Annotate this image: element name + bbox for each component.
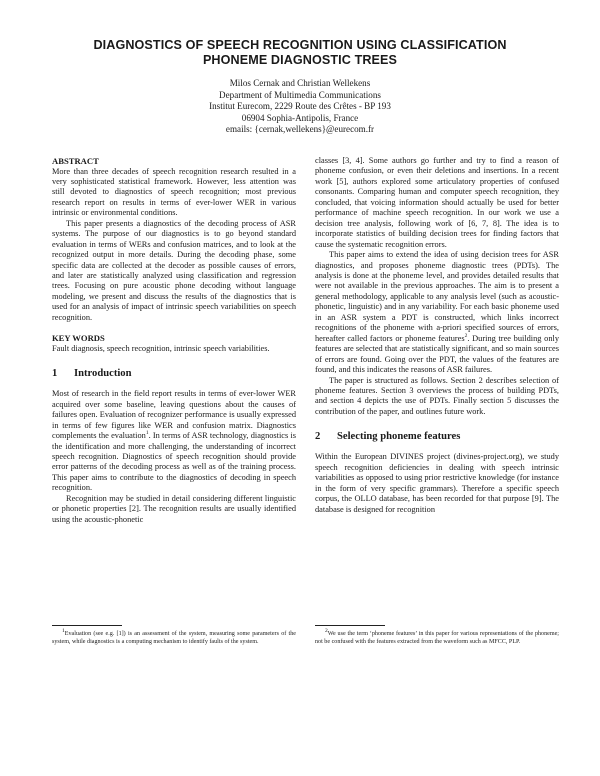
left-column xyxy=(52,156,296,525)
footnote-ref-1: 1 xyxy=(145,430,149,437)
author-city: 06904 Sophia-Antipolis, France xyxy=(241,112,359,123)
footnote-1 xyxy=(52,628,296,646)
footnote-2-mark: 2 xyxy=(325,628,328,634)
intro-paragraph-1-end: . In terms of ASR technology, diagnostics is the identification and more challenging, the understanding of incorrect speech recognition. Diagnostics of speech recognition should provide error patterns of the decoding process as well as of the training process. This paper aims to contribute to the diagnostics of decoding in speech recognition. xyxy=(52,431,297,493)
intro-paragraph-1-start: Most of research in the field report results in terms of ever-lower WER acquired over some baseline, leaving questions about the causes of failures open. Evaluation of recognizer performance is usually expressed in terms of few figures like WER and confusion matrix. Diagnostics complements the evaluation xyxy=(52,389,296,441)
author-names: Milos Cernak and Christian Wellekens xyxy=(229,78,371,88)
right-column xyxy=(315,156,559,515)
intro-paragraph-3 xyxy=(315,250,559,375)
footnote-right xyxy=(315,625,559,646)
author-emails: emails: {cernak,wellekens}@eurecom.fr xyxy=(225,124,375,135)
footnote-rule xyxy=(52,625,122,626)
footnote-1-text: Evaluation (see e.g. [1]) is an assessment of the system, measuring some parameters of the system, while diagnostics is a computing mechanism to identify faults of the system. xyxy=(52,631,296,645)
intro-paragraph-2: Recognition may be studied in detail considering different linguistic or phonetic properties [2]. The recognition results are usually identified using the acoustic-phonetic xyxy=(52,493,296,524)
keywords-text: Fault diagnosis, speech recognition, intrinsic speech variabilities. xyxy=(52,343,270,353)
section-1-heading xyxy=(52,367,296,380)
section-1-number: 1 xyxy=(52,368,58,380)
author-institute: Institut Eurecom, 2229 Route des Crêtes - BP 193 xyxy=(209,101,391,112)
section-2-paragraph-1: Within the European DIVINES project (divines-project.org), we study speech recognition deficiencies in dealing with speech intrinsic variabilities as opposed to using prior restrictive knowledge (for instance in the form of very specific grammars). Therefore a specific speech corpus, the OLLO database, has been recorded for that purpose [9]. The database is designed for recognition xyxy=(315,452,559,514)
intro-continuation: classes [3, 4]. Some authors go further and try to find a reason of phoneme confusion, or even their deletions and insertions. In a recent work [5], authors explored some articulatory properties of confused consonants. Comparing human and computer speech recognition, they concluded, that voicing information should actually be used for better performance of machine speech recognition. In our work we use a decision tree analysis, following work of [6, 7, 8]. The idea is to incorporate statistics of building decision trees for finding factors that cause the systematic recognition errors. xyxy=(315,156,559,249)
keywords-heading: KEY WORDS xyxy=(52,333,105,344)
section-1-title: Introduction xyxy=(74,368,132,380)
section-2-heading xyxy=(315,430,559,443)
abstract-heading: ABSTRACT xyxy=(52,156,99,166)
abstract-paragraph-1: More than three decades of speech recognition research resulted in a very sophisticated statistical framework. However, less attention was still devoted to diagnostics of speech recognition; most previous research report on results in terms of ever-lower WER in various intrinsic or environmental conditions. xyxy=(52,166,296,218)
footnote-left xyxy=(52,625,296,646)
intro-paragraph-3-end: . During tree building only features are selected that are statistically significant, and so main sources of errors are found. Going over the PDT, the values of the features are found, and this indicates the reasons of ASR failures. xyxy=(315,333,559,375)
footnote-rule xyxy=(315,625,385,626)
title-line-1: DIAGNOSTICS OF SPEECH RECOGNITION USING CLASSIFICATION xyxy=(93,38,507,52)
author-department: Department of Multimedia Communications xyxy=(219,89,381,100)
paper-title xyxy=(40,38,560,68)
section-2-title: Selecting phoneme features xyxy=(337,431,461,443)
footnote-2-text: We use the term ‘phoneme features’ in this paper for various representations of the phoneme; not be confused with the features extracted from the waveform such as MFCC, PLP. xyxy=(315,631,559,645)
abstract-paragraph-2: This paper presents a diagnostics of the decoding process of ASR systems. The purpose of our diagnostics is to go beyond standard evaluation in terms of WERs and confusion matrices, and to look at the recognized output in more details. During the decoding phase, some specific data are collected at the decoder as possible causes of errors, and later are statistically analyzed using classification and regression trees. Focusing on pure acoustic phone decoding without language modeling, we present and discuss the results of the diagnostics that is used for an analysis of impact of intrinsic speech variabilities on speech recognition. xyxy=(52,218,296,322)
intro-paragraph-3-start: This paper aims to extend the idea of using decision trees for ASR diagnostics, and proposes phoneme diagnostic trees (PDTs). The analysis is done at the phoneme level, and provides detailed results that were not available in the previous approaches. The aim is to present a general methodology, applicable to any analysis level (such as acoustic-phonetic, linguistic) and in any variability. For each basic phoneme used in an ASR system a PDT is constructed, which links incorrect recognitions of the phoneme with a-priori specified sources of errors, hereafter called factors or phoneme features xyxy=(315,250,559,343)
footnote-2 xyxy=(315,628,559,646)
title-line-2: PHONEME DIAGNOSTIC TREES xyxy=(202,53,398,67)
section-2-number: 2 xyxy=(315,431,321,443)
intro-paragraph-1 xyxy=(52,389,296,494)
intro-paragraph-4: The paper is structured as follows. Section 2 describes selection of phoneme features. Section 3 overviews the process of building PDTs, and section 4 depicts the use of PDTs. Finally section 5 discusses the contribution of the paper, and outlines future work. xyxy=(315,375,559,416)
footnote-ref-2: 2 xyxy=(464,332,468,339)
footnote-1-mark: 1 xyxy=(62,628,65,634)
author-block xyxy=(40,78,560,136)
